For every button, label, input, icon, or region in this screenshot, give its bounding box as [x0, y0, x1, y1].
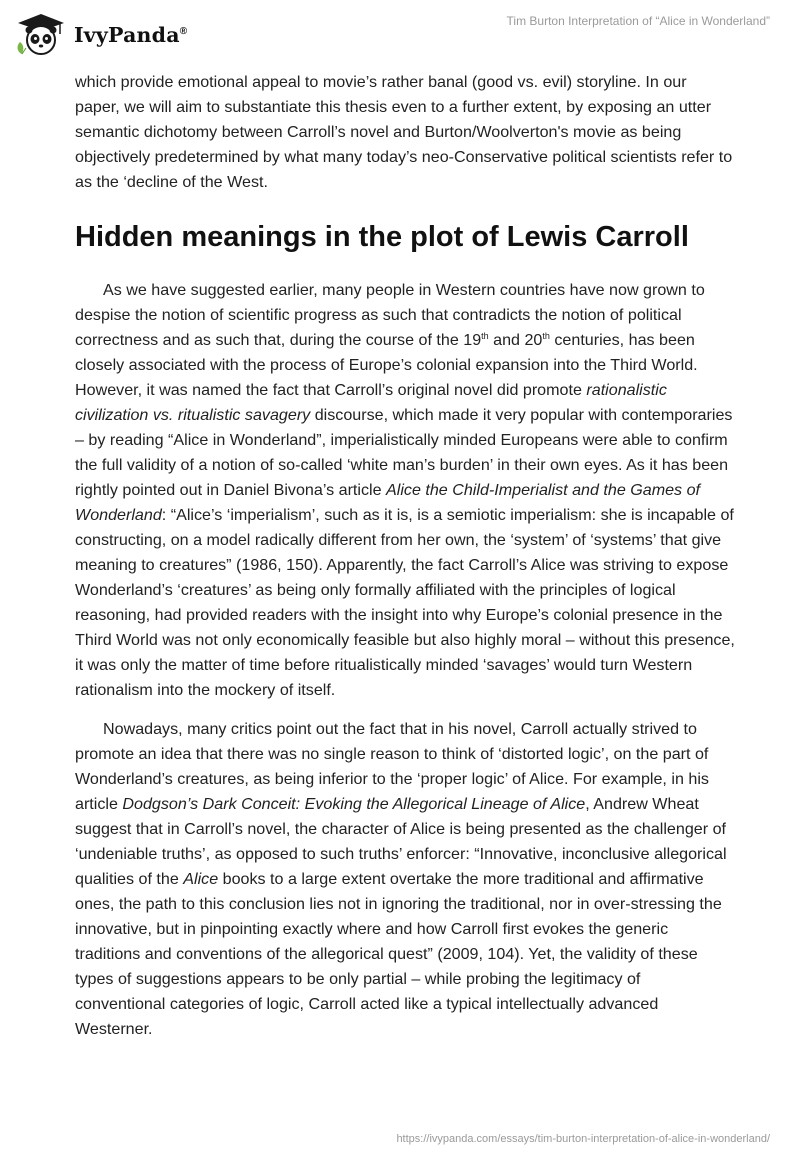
essay-body: [75, 70, 735, 1042]
intro-paragraph: which provide emotional appeal to movie’s rather banal (good vs. evil) storyline. In our paper, we will aim to substantiate this thesis even to a further extent, by exposing an utter semantic dichotomy between Carroll’s novel and Burton/Woolverton's movie as being objectively predetermined by what many today’s neo-Conservative political scientists refer to as the ‘decline of the West.: [75, 73, 733, 191]
brand-name: IvyPanda®: [74, 23, 188, 47]
body-paragraph-1: As we have suggested earlier, many people in Western countries have now grown to despise the notion of scientific progress as such that contradicts the notion of political correctness and as such that, during the course of the 19th and 20th centuries, has been closely associated with the process of Europe’s colonial expansion into the Third World. However, it was named the fact that Carroll’s original novel did promote rationalistic civilization vs. ritualistic savagery discourse, which made it very popular with contemporaries – by reading “Alice in Wonderland”, imperialistically minded Europeans were able to confirm the full validity of a notion of so-called ‘white man’s burden’ in their own eyes. As it has been rightly pointed out in Daniel Bivona’s article Alice the Child-Imperialist and the Games of Wonderland: “Alice’s ‘imperialism’, such as it is, is a semiotic imperialism: she is incapable of constructing, on a model radically different from her own, the ‘system’ of ‘systems’ that give meaning to creatures” (1986, 150). Apparently, the fact Carroll’s Alice was striving to expose Wonderland’s ‘creatures’ as being only formally affiliated with the principles of logical reasoning, had provided readers with the insight into why Europe’s colonial presence in the Third World was not only economically feasible but also highly moral – without this presence, it was only the matter of time before ritualistically minded ‘savages’ would turn Western rationalism into the mockery of itself.: [75, 281, 735, 699]
source-url[interactable]: https://ivypanda.com/essays/tim-burton-interpretation-of-alice-in-wonderland/: [396, 1133, 770, 1145]
body-paragraph-2: Nowadays, many critics point out the fact that in his novel, Carroll actually strived to promote an idea that there was no single reason to think of ‘distorted logic’, on the part of Wonderland’s creatures, as being inferior to the ‘proper logic’ of Alice. For example, in his article Dodgson’s Dark Conceit: Evoking the Allegorical Lineage of Alice, Andrew Wheat suggest that in Carroll’s novel, the character of Alice is being presented as the challenger of ‘undeniable truths’, as opposed to such truths’ enforcer: “Innovative, inconclusive allegorical qualities of the Alice books to a large extent overtake the more traditional and affirmative ones, the path to this conclusion lies not in ignoring the traditional, nor in over-stressing the innovative, but in pinpointing exactly where and how Carroll first evokes the generic traditions and conventions of the allegorical quest” (2009, 104). Yet, the validity of these types of suggestions appears to be only partial – while probing the legitimacy of conventional categories of logic, Carroll acted like a typical intellectually advanced Westerner.: [75, 720, 727, 1038]
document-title: Tim Burton Interpretation of “Alice in Wonderland”: [506, 14, 770, 28]
ivypanda-logo[interactable]: [14, 10, 187, 60]
page-header: [0, 0, 800, 72]
panda-graduate-logo-icon: [14, 12, 68, 58]
section-heading: Hidden meanings in the plot of Lewis Carroll: [75, 221, 689, 253]
